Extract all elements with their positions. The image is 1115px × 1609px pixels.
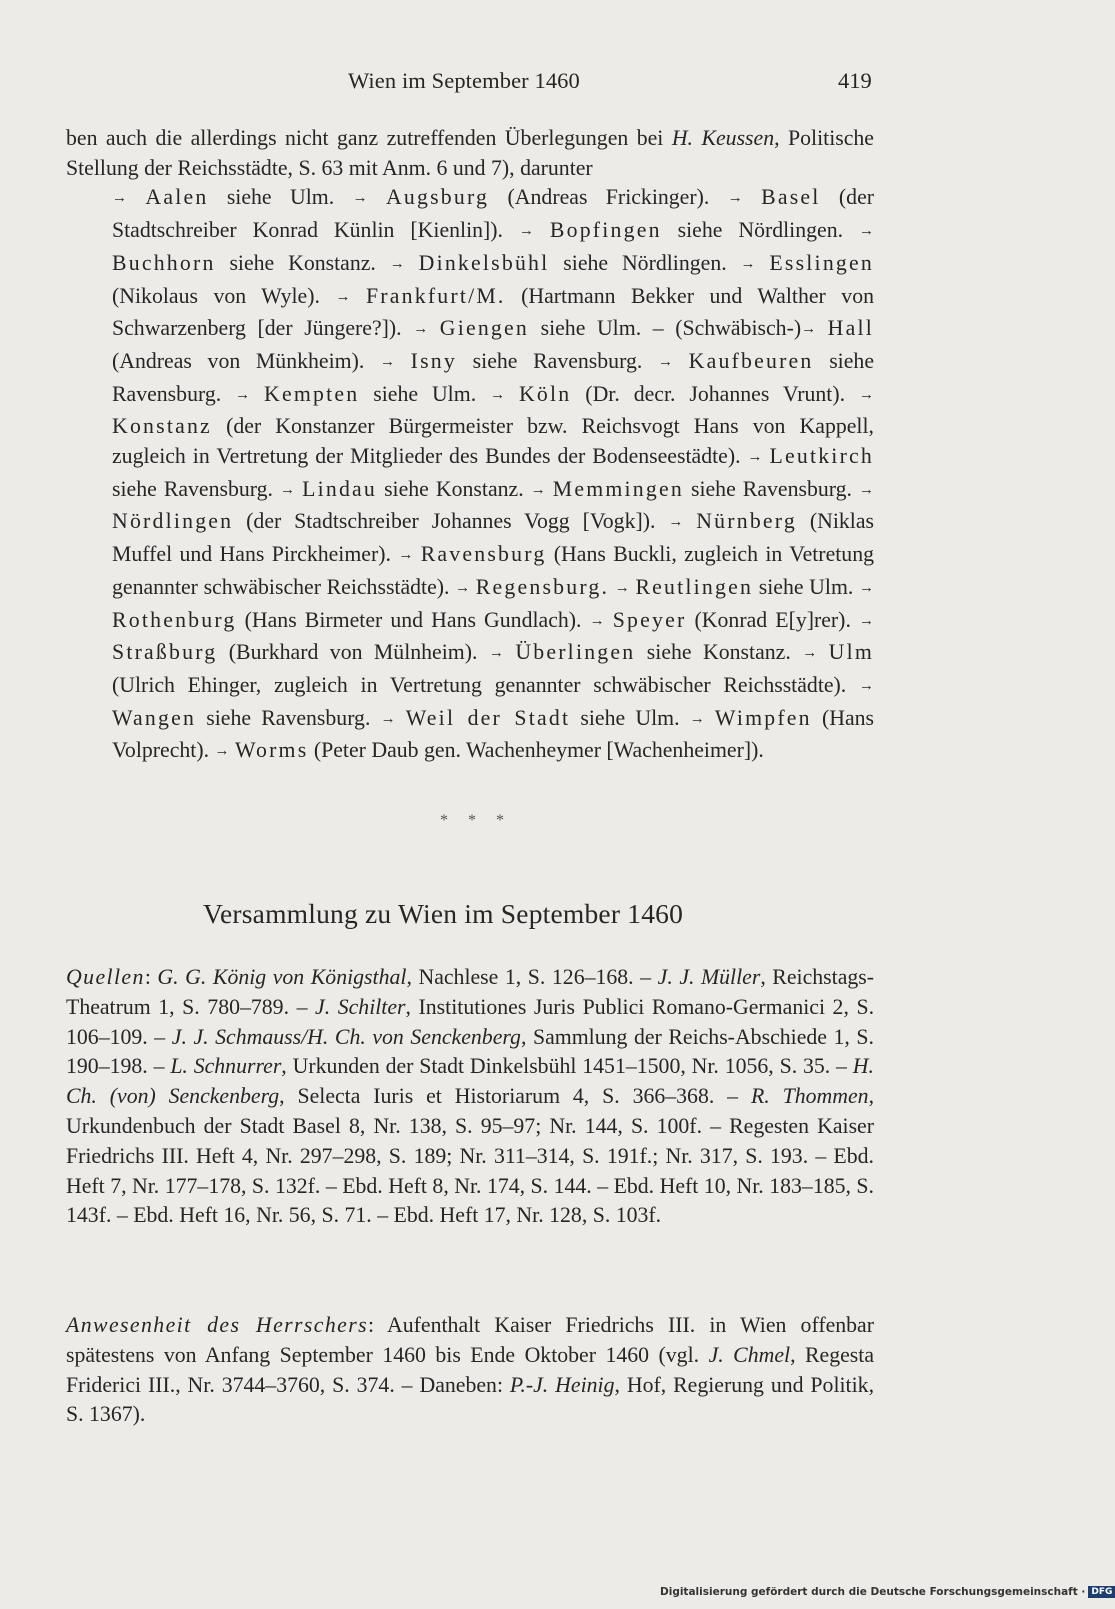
city-name: Memmingen [552, 476, 684, 501]
city-name: Augsburg [385, 185, 490, 210]
city-note: (Konrad E[y]rer). [686, 607, 859, 632]
city-name: Speyer [612, 607, 687, 632]
arrow-icon: → [614, 579, 630, 596]
city-name: Weil der Stadt [405, 705, 571, 730]
section-title: Versammlung zu Wien im September 1460 [203, 898, 684, 929]
city-note: (Nikolaus von Wyle). [112, 283, 336, 308]
sources-text: , Nachlese 1, S. 126–168. – [406, 965, 658, 989]
city-name: Worms [234, 738, 309, 763]
author: R. Thommen [750, 1084, 869, 1109]
arrow-icon: → [380, 710, 396, 727]
author: J. Chmel [708, 1342, 791, 1367]
city-name: Kaufbeuren [688, 348, 814, 373]
sources-text: : [144, 965, 158, 989]
city-name: Leutkirch [769, 444, 874, 469]
city-note: (Hans Buckli, zugleich in Vetretung genannter schwäbischer Reichsstädte). [112, 542, 874, 599]
author: J. J. Schmauss/H. Ch. von Senckenberg [171, 1024, 521, 1049]
city-name: Ulm [828, 640, 875, 665]
city-name: Ravensburg [420, 542, 547, 567]
city-note: (der Stadtschreiber Johannes Vogg [Vogk]). [233, 509, 669, 534]
author: P.-J. Heinig [509, 1372, 615, 1397]
presence-text: , Hof, Regierung und Politik, S. 1367). [66, 1372, 875, 1427]
sources-text: , Selecta Iuris et Historiarum 4, S. 366–368. – [279, 1084, 751, 1109]
city-note: siehe Nördlingen. [549, 250, 741, 275]
city-name: Dinkelsbühl [418, 250, 550, 275]
author: H. Ch. (von) Senckenberg [66, 1054, 874, 1109]
city-note: siehe Ulm. [208, 185, 353, 210]
city-name: Hall [827, 316, 874, 341]
arrow-icon: → [859, 612, 874, 629]
city-name: Reutlingen [635, 574, 754, 599]
city-note: (der Konstanzer Bürgermeister bzw. Reichsvogt Hans von Kappell, zugleich in Vertretung der Mitglieder des Bundes der Bodenseestädte). [112, 414, 874, 469]
arrow-icon: → [398, 547, 414, 564]
footer-text: Digitalisierung gefördert durch die Deutsche Forschungsgemeinschaft · [660, 1586, 1086, 1598]
sources-text: , Urkunden der Stadt Dinkelsbühl 1451–1500, Nr. 1056, S. 35. – [281, 1054, 853, 1079]
city-note: siehe Ravensburg. [683, 476, 859, 501]
city-name: Nürnberg [696, 509, 797, 534]
city-note: (Andreas Frickinger). [489, 185, 728, 210]
sources-text: , Institutiones Juris Publici Romano-Germanici 2, S. 106–109. – [66, 994, 875, 1049]
city-note: siehe Ulm. [359, 381, 491, 406]
arrow-icon: → [747, 449, 763, 466]
page-number: 419 [838, 68, 872, 93]
city-note: siehe Ravensburg. [112, 348, 874, 406]
city-name: Überlingen [515, 640, 636, 665]
city-name: Konstanz [112, 414, 212, 439]
intro-text-2: , Politische Stellung der Reichsstädte, S. 63 mit Anm. 6 und 7), darunter [66, 126, 874, 180]
arrow-icon: → [280, 481, 296, 498]
author: G. G. König von Königsthal [157, 965, 407, 989]
arrow-icon: → [352, 190, 368, 207]
city-note: (Hartmann Bekker und Walther von Schwarzenberg [der Jüngere?]). [112, 283, 875, 341]
arrow-icon: → [112, 190, 127, 207]
arrow-icon: → [727, 190, 743, 207]
author-keussen: H. Keussen [671, 126, 775, 150]
city-note: (Hans Birmeter und Hans Gundlach). [236, 607, 590, 632]
sources-text: , Sammlung der Reichs-Abschiede 1, S. 190–198. – [66, 1024, 874, 1079]
city-note: (Niklas Muffel und Hans Pirckheimer). [112, 509, 874, 567]
sources-block [66, 963, 874, 1231]
sources-paragraph [66, 963, 874, 1231]
arrow-icon: → [589, 612, 605, 629]
city-name: Straßburg [112, 640, 218, 665]
city-name: Wangen [112, 705, 197, 730]
city-name: Nördlingen [112, 509, 234, 534]
arrow-icon: → [859, 579, 874, 596]
arrow-icon: → [389, 255, 405, 272]
city-note: siehe Konstanz. [215, 250, 390, 275]
city-note: siehe Ravensburg. [456, 348, 658, 373]
digitization-footer [660, 1586, 1115, 1598]
sources-text: , Urkundenbuch der Stadt Basel 8, Nr. 138, S. 95–97; Nr. 144, S. 100f. – Regesten Kaiser Friedrichs III. Heft 4, Nr. 297–298, S. 189; Nr. 311–314, S. 191f.; Nr. 317, S. 193. – Ebd. Heft 7, Nr. 177–178, S. 132f. – Ebd. Heft 8, Nr. 174, S. 144. – Ebd. Heft 10, Nr. 183–185, S. 143f. – Ebd. Heft 16, Nr. 56, S. 71. – Ebd. Heft 17, Nr. 128, S. 103f. [66, 1084, 875, 1228]
arrow-icon: → [668, 514, 684, 531]
running-title: Wien im September 1460 [348, 68, 580, 93]
city-note: siehe Konstanz. [635, 640, 803, 665]
city-name: Wimpfen [714, 705, 812, 730]
city-note: (Hans Volprecht). [112, 705, 875, 763]
arrow-icon: → [530, 481, 546, 498]
sources-label: Quellen [66, 965, 145, 989]
city-name: Rothenburg [112, 607, 237, 632]
city-name: Aalen [145, 185, 209, 210]
city-note: siehe Nördlingen. [661, 218, 859, 243]
arrow-icon: → [490, 386, 506, 403]
arrow-icon: → [858, 223, 874, 240]
intro-paragraph [66, 124, 874, 183]
city-note: (Peter Daub gen. Wachenheymer [Wachenheimer]). [308, 738, 764, 763]
city-note: (Ulrich Ehinger, zugleich in Vertretung genannter schwäbischer Reichsstädte). [112, 672, 859, 697]
city-note: siehe Ravensburg. [196, 705, 381, 730]
city-name: Regensburg. [475, 574, 610, 599]
city-name: Isny [410, 348, 457, 373]
body-text [66, 124, 874, 769]
presence-text: : Aufenthalt Kaiser Friedrichs III. in Wien offenbar spätestens von Anfang September 1460 bis Ende Oktober 1460 (vgl. [66, 1313, 874, 1367]
city-name: Köln [518, 381, 572, 406]
presence-paragraph [66, 1311, 874, 1430]
city-name: Esslingen [769, 250, 874, 275]
author: L. Schnurrer [170, 1054, 282, 1079]
arrow-icon: → [235, 386, 251, 403]
city-name: Basel [761, 185, 821, 210]
city-name: Kempten [264, 381, 360, 406]
city-name: Lindau [302, 476, 378, 501]
arrow-icon: → [858, 386, 874, 403]
city-note: (der Stadtschreiber Konrad Künlin [Kienlin]). [112, 185, 875, 243]
city-note: siehe Ulm. [753, 574, 859, 599]
arrow-icon: → [518, 223, 534, 240]
sources-text: , Reichstags-Theatrum 1, S. 780–789. – [66, 965, 875, 1019]
city-note: (Burkhard von Mülnheim). [217, 640, 489, 665]
dfg-logo: DFG [1088, 1586, 1115, 1598]
city-note [609, 575, 615, 599]
arrow-icon: → [689, 710, 705, 727]
arrow-icon: → [801, 321, 817, 338]
arrow-icon: → [740, 255, 756, 272]
presence-text: , Regesta Friderici III., Nr. 3744–3760, S. 374. – Daneben: [66, 1342, 874, 1397]
arrow-icon: → [335, 288, 351, 305]
intro-text-1: ben auch die allerdings nicht ganz zutreffenden Überlegungen bei [66, 126, 672, 150]
arrow-icon: → [802, 645, 818, 662]
arrow-icon: → [413, 321, 429, 338]
author: J. Schilter [315, 994, 406, 1019]
arrow-icon: → [488, 645, 504, 662]
arrow-icon: → [859, 481, 874, 498]
arrow-icon: → [455, 579, 471, 596]
author: J. J. Müller [657, 965, 761, 989]
city-name: Buchhorn [112, 250, 216, 275]
city-note: siehe Konstanz. [377, 476, 531, 501]
presence-label: Anwesenheit des Herrschers [66, 1313, 369, 1337]
city-note: (Andreas von Münkheim). [112, 348, 380, 373]
arrow-icon: → [379, 353, 395, 370]
city-note: siehe Ravensburg. [112, 476, 281, 501]
arrow-icon: → [859, 677, 874, 694]
city-note: siehe Ulm. – (Schwäbisch-) [529, 316, 802, 341]
city-name: Giengen [439, 316, 530, 341]
city-name: Frankfurt/M. [365, 283, 506, 308]
city-list [66, 183, 874, 769]
city-note: siehe Ulm. [570, 705, 690, 730]
presence-block [66, 1311, 874, 1430]
arrow-icon: → [214, 743, 230, 760]
city-name: Bopfingen [549, 218, 662, 243]
city-note: (Dr. decr. Johannes Vrunt). [571, 381, 859, 406]
section-separator: * * * [440, 812, 512, 829]
arrow-icon: → [657, 353, 673, 370]
